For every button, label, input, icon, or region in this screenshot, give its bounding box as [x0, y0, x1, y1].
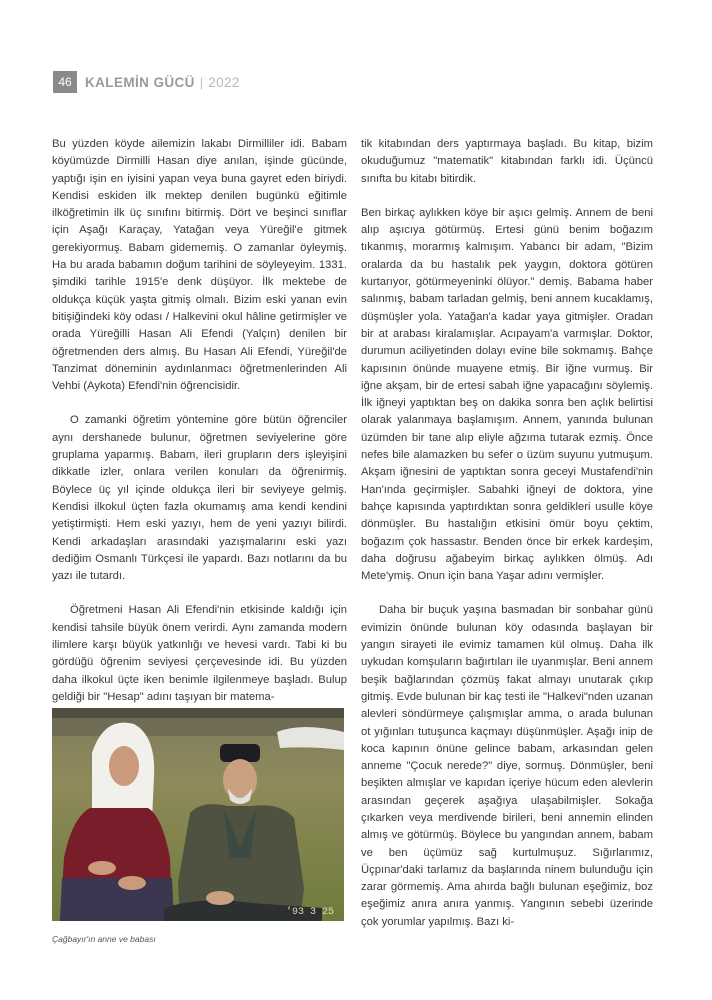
photo-date-stamp: '93 3 25	[285, 907, 334, 918]
page-number: 46	[53, 71, 77, 93]
paragraph: Öğretmeni Hasan Ali Efendi'nin etkisinde kaldığı için kendisi tahsile büyük önem verirdi. Aynı zamanda modern ilimlere karşı büyük yatkınlığı ve hevesi vardı. Tabi ki bu gördüğü öğrenim seviyesi çerçevesinde idi. Bu yüzden daha ilkokul üçte iken benimle ilgilenmeye başladı. Bulup geldiği bir "Hesap" adını taşıyan bir matema-	[52, 604, 347, 703]
paragraph: Bu yüzden köyde ailemizin lakabı Dirmilliler idi. Babam köyümüzde Dirmilli Hasan diye anılan, işinde gücünde, yaptığı işin en iyisini yapan veya buna gayret eden biriydi. Kendisi eskiden ilk mektep denilen bugünkü eğitimle ilköğretimin ilk üç sınıfını bitirmiş. Dört ve beşinci sınıflar için Aşağı Karaçay, Yatağan veya Yüreğil'e gitmek gerekiyormuş. Babam gidememiş. O zamanlar öyleymiş. Ha bu arada babamın doğum tarihini de söyleyeyim. 1331. şimdiki tarihle 1915'e denk düşüyor. İlk mektebe de oldukça küçük yaşta gitmiş olmalı. Bizim eski yanan evin bitişiğindeki köy odası / Halkevini okul hâline getirmişler ve orada Yüreğilli Hasan Ali Efendi (Yalçın) denilen bir öğretmenden ders almış. Bu Hasan Ali Efendi, Yüreğil'de Tanzimat döneminin aydınlanmacı öğretmenlerinden Ali Vehbi (Aykota) Efendi'nin öğrencisidir.	[52, 138, 347, 393]
paragraph: tik kitabından ders yaptırmaya başladı. Bu kitap, bizim okuduğumuz "matematik" kitabından farklı idi. Üçüncü sınıfta bu kitabı bitirdik.	[361, 138, 653, 185]
paragraph: Ben birkaç aylıkken köye bir aşıcı gelmiş. Annem de beni alıp aşıcıya götürmüş. Ertesi günü benim boğazım tıkanmış, morarmış kalmışım. Yabancı bir adam, "Bizim oralarda da bu hastalık pek yaygın, doktora götüren kurtarıyor, götürmeyeninki ölüyor." demiş. Babama haber salınmış, babam tarladan gelmiş, beni annem kucaklamış, düşmüşler yola. Yatağan'a kadar yaya gitmişler. Oradan bir at arabası kiralamışlar. Acıpayam'a varmışlar. Doktor, durumun aciliyetinden dolayı evine bile sokmamış. Bahçe kapısının önünde muayene etmiş. Bir iğne vurmuş. Bir iğne akşam, bir de ertesi sabah iğne yapacağını söylemiş. İlk iğneyi yaptıktan beş on dakika sonra ben açlık belirtisi olarak yalanmaya başlamışım. Annem, yanında bulunan üzümden bir tane alıp eliyle ağzıma tutarak ezmiş. Önce nefes bile alamazken bu sefer o üzüm suyunu yutmuşum. Akşam iğnesini de yaptıktan sonra geceyi Mustafendi'nin Han'ında geçirmişler. Sabahki iğneyi de doktora, yine bahçe kapısında yaptırdıktan sonra geldikleri usulle köye dönmüşler. Bu hastalığın etkisini ömür boyu çektim, boğazım çok hassastır. Benden önce bir erkek kardeşim, daha doğrusu ağabeyim birkaç aylıkken ölmüş. Adı Mete'ymiş. Onun için bana Yaşar adını vermişler.	[361, 206, 653, 583]
right-column	[361, 136, 653, 948]
magazine-year: 2022	[208, 74, 240, 90]
left-column	[52, 136, 347, 723]
header-separator: |	[199, 74, 204, 90]
page-header	[53, 71, 240, 93]
paragraph: O zamanki öğretim yöntemine göre bütün öğrenciler aynı dershanede bulunur, öğretmen seviyelerine göre gruplama yaparmış. Babam, ileri grupların ders işleyişini dikkatle izler, onlara verilen konuları da öğrenirmiş. Böylece üç yıl içinde oldukça ileri bir seviyeye gelmiş. Kendisi ilkokul üçten fazla okumamış ama kendi kendini yetiştirmişti. Hem eski yazıyı, hem de yeni yazıyı bilirdi. Kendi arkadaşları arasındaki yazışmalarını eski yazı dediğim Osmanlı Türkçesi ile yapardı. Bazı notlarını da bu yazı ile tutardı.	[52, 414, 347, 583]
photo-caption: Çağbayır'ın anne ve babası	[52, 934, 156, 944]
family-photo	[52, 708, 344, 921]
paragraph: Daha bir buçuk yaşına basmadan bir sonbahar günü evimizin önünde bulunan köy odasında başlayan bir yangın sirayeti ile evimiz tamamen kül olmuş. Daha ilk uykudan komşuların bağırtıları ile uyanmışlar. Beni annem beşik bağlarından çözmüş fakat almayı unutarak çıkıp gitmiş. Evde bulunan bir kaç testi ile "Halkevi"nden uzanan alevleri söndürmeye çalışmışlar amma, o arada bulunan ot yığınları tutuşunca kaçmayı düşünmüşler. Aşağı inip de koca kapının önüne gelince babam, arkasından gelen anneme "Çocuk nerede?" diye, sormuş. Dönmüşler, beni beşikten almışlar ve kapıdan içeriye hücum eden alevlerin arasından geçerek aşağıya ulaşabilmişler. Sokağa çıkarken veya merdivende birileri, beni annemin elinden almış ve götürmüş. Böylece bu yangından annem, babam ve ben üçümüz sağ kurtulmuşuz. Sığırlarımız, Üçpınar'daki tarlamız da başlarında ninem bulunduğu için zarar görmemiş. Ama ahırda bağlı bulunan eşeğimiz, boz eşeğimiz anıra anıra yanmış. Yangının sebebi üzerinde çok yorumlar yapılmış. Bazı ki-	[361, 604, 653, 928]
magazine-title: KALEMİN GÜCÜ	[85, 74, 195, 90]
